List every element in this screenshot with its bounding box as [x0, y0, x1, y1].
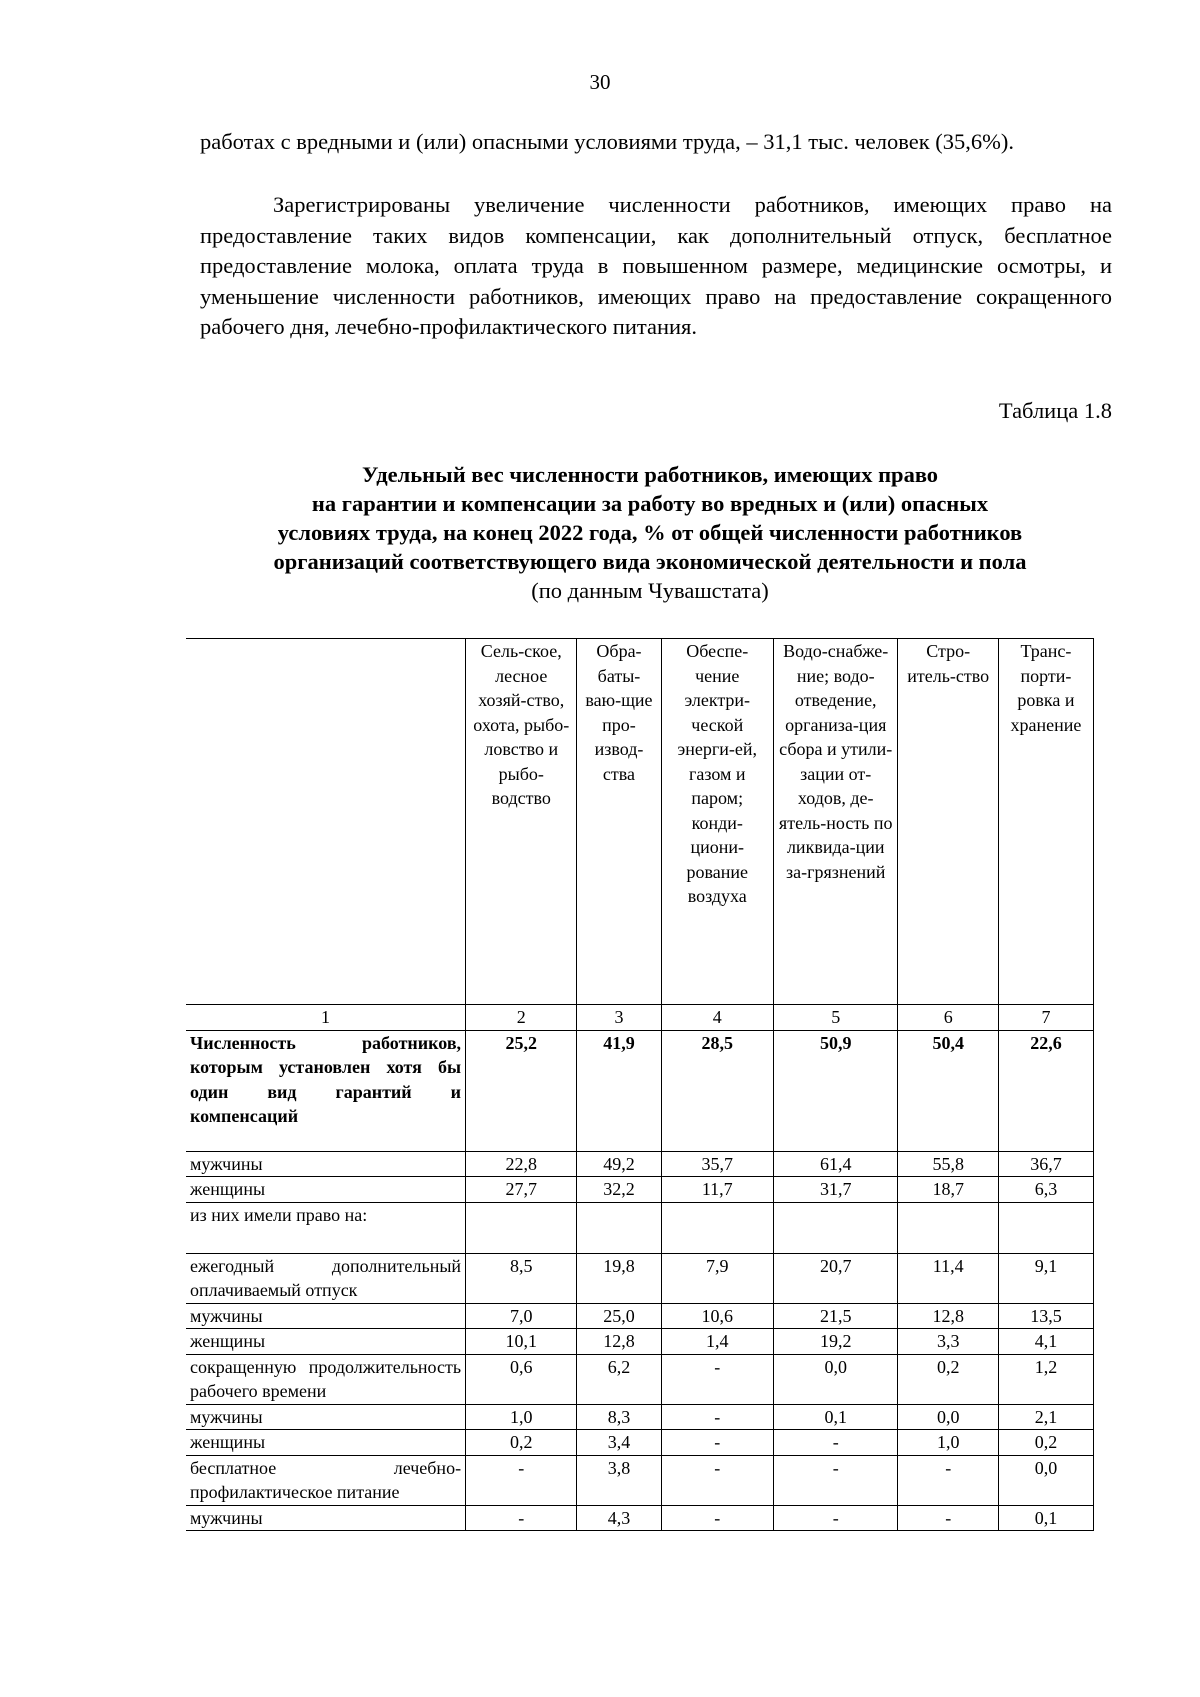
value-cell: 0,2 [898, 1354, 998, 1404]
value-cell: 11,4 [898, 1253, 998, 1303]
value-cell: 21,5 [773, 1303, 897, 1329]
value-cell: 22,8 [466, 1151, 577, 1177]
value-cell: 1,0 [898, 1430, 998, 1456]
value-cell: 27,7 [466, 1177, 577, 1203]
column-number: 3 [577, 1005, 661, 1031]
row-label: Численность работников, которым установлен хотя бы один вид гарантий и компенсаций [186, 1030, 466, 1151]
column-number: 4 [661, 1005, 773, 1031]
value-cell: 25,2 [466, 1030, 577, 1151]
value-cell: 19,2 [773, 1329, 897, 1355]
table-row [186, 1253, 1094, 1303]
value-cell: 0,0 [898, 1404, 998, 1430]
table-title [170, 460, 1130, 605]
value-cell: 20,7 [773, 1253, 897, 1303]
value-cell: 35,7 [661, 1151, 773, 1177]
value-cell: 0,1 [998, 1505, 1093, 1531]
paragraph-continuation: работах с вредными и (или) опасными условиями труда, – 31,1 тыс. человек (35,6%). [200, 129, 1015, 154]
value-cell: - [898, 1505, 998, 1531]
value-cell: 10,1 [466, 1329, 577, 1355]
value-cell: 0,1 [773, 1404, 897, 1430]
value-cell: 6,2 [577, 1354, 661, 1404]
value-cell: 7,0 [466, 1303, 577, 1329]
table-row [186, 1505, 1094, 1531]
table-row [186, 1151, 1094, 1177]
table-row [186, 1202, 1094, 1253]
paragraph-compensation: Зарегистрированы увеличение численности работников, имеющих право на предоставление таких видов компенсации, как дополнительный отпуск, бесплатное предоставление молока, оплата труда в повышенном размере, медицинские осмотры, и уменьшение численности работников, имеющих право на предоставление сокращенного рабочего дня, лечебно-профилактического питания. [200, 192, 1112, 340]
value-cell: - [466, 1455, 577, 1505]
value-cell: 0,0 [773, 1354, 897, 1404]
value-cell: 3,3 [898, 1329, 998, 1355]
header-row [186, 639, 1094, 1005]
value-cell: 8,3 [577, 1404, 661, 1430]
value-cell: 19,8 [577, 1253, 661, 1303]
value-cell [898, 1202, 998, 1253]
row-label: мужчины [186, 1505, 466, 1531]
value-cell [661, 1202, 773, 1253]
value-cell: 1,0 [466, 1404, 577, 1430]
value-cell: 0,2 [998, 1430, 1093, 1456]
value-cell: 32,2 [577, 1177, 661, 1203]
table-row [186, 1430, 1094, 1456]
value-cell: 36,7 [998, 1151, 1093, 1177]
value-cell: 50,9 [773, 1030, 897, 1151]
column-number: 1 [186, 1005, 466, 1031]
value-cell: 31,7 [773, 1177, 897, 1203]
row-label: сокращенную продолжительность рабочего времени [186, 1354, 466, 1404]
title-line: на гарантии и компенсации за работу во вредных и (или) опасных [311, 491, 989, 516]
row-label: мужчины [186, 1151, 466, 1177]
header-cell: Обра-баты-ваю-щие про-извод-ства [577, 639, 661, 1005]
row-label: женщины [186, 1177, 466, 1203]
table-row [186, 1329, 1094, 1355]
header-cell [186, 639, 466, 1005]
value-cell: 4,3 [577, 1505, 661, 1531]
row-label: мужчины [186, 1404, 466, 1430]
value-cell: - [898, 1455, 998, 1505]
title-line: Удельный вес численности работников, имеющих право [361, 462, 939, 487]
value-cell: 8,5 [466, 1253, 577, 1303]
column-number: 7 [998, 1005, 1093, 1031]
header-cell: Обеспе-чение электри-ческой энерги-ей, газом и паром; конди-циони-рование воздуха [661, 639, 773, 1005]
value-cell: 7,9 [661, 1253, 773, 1303]
value-cell: - [661, 1404, 773, 1430]
header-cell: Транс-порти-ровка и хранение [998, 639, 1093, 1005]
table-label: Таблица 1.8 [998, 398, 1112, 423]
value-cell: 3,8 [577, 1455, 661, 1505]
header-cell: Сель-ское, лесное хозяй-ство, охота, рыбо-ловство и рыбо-водство [466, 639, 577, 1005]
row-label: из них имели право на: [186, 1202, 466, 1253]
value-cell: 22,6 [998, 1030, 1093, 1151]
value-cell: 11,7 [661, 1177, 773, 1203]
value-cell: 0,6 [466, 1354, 577, 1404]
value-cell [998, 1202, 1093, 1253]
value-cell: 18,7 [898, 1177, 998, 1203]
value-cell: 61,4 [773, 1151, 897, 1177]
table-row [186, 1303, 1094, 1329]
value-cell [773, 1202, 897, 1253]
row-label: женщины [186, 1430, 466, 1456]
value-cell: 1,4 [661, 1329, 773, 1355]
value-cell: 0,0 [998, 1455, 1093, 1505]
value-cell: 55,8 [898, 1151, 998, 1177]
value-cell: 4,1 [998, 1329, 1093, 1355]
value-cell: 2,1 [998, 1404, 1093, 1430]
value-cell [466, 1202, 577, 1253]
header-cell: Стро-итель-ство [898, 639, 998, 1005]
value-cell: 25,0 [577, 1303, 661, 1329]
value-cell: - [661, 1505, 773, 1531]
data-table [186, 638, 1094, 1531]
value-cell: - [661, 1455, 773, 1505]
value-cell: - [466, 1505, 577, 1531]
value-cell [577, 1202, 661, 1253]
row-label: женщины [186, 1329, 466, 1355]
title-line: условиях труда, на конец 2022 года, % от общей численности работников [277, 520, 1023, 545]
row-label: ежегодный дополнительный оплачиваемый отпуск [186, 1253, 466, 1303]
value-cell: 6,3 [998, 1177, 1093, 1203]
value-cell: 13,5 [998, 1303, 1093, 1329]
value-cell: - [773, 1505, 897, 1531]
table-row [186, 1354, 1094, 1404]
value-cell: 3,4 [577, 1430, 661, 1456]
value-cell: - [773, 1455, 897, 1505]
value-cell: 41,9 [577, 1030, 661, 1151]
table-row [186, 1455, 1094, 1505]
header-cell: Водо-снабже-ние; водо-отведение, организа-ция сбора и утили-зации от-ходов, де-ятель-ность по ликвида-ции за-грязнений [773, 639, 897, 1005]
table-subtitle: (по данным Чувашстата) [531, 578, 769, 603]
table-row [186, 1030, 1094, 1151]
column-number: 6 [898, 1005, 998, 1031]
table-row [186, 1177, 1094, 1203]
row-label: бесплатное лечебно-профилактическое питание [186, 1455, 466, 1505]
column-number: 2 [466, 1005, 577, 1031]
value-cell: 12,8 [898, 1303, 998, 1329]
table-row [186, 1404, 1094, 1430]
value-cell: - [661, 1354, 773, 1404]
value-cell: 0,2 [466, 1430, 577, 1456]
column-number-row [186, 1005, 1094, 1031]
value-cell: 28,5 [661, 1030, 773, 1151]
value-cell: 10,6 [661, 1303, 773, 1329]
value-cell: 49,2 [577, 1151, 661, 1177]
value-cell: 12,8 [577, 1329, 661, 1355]
value-cell: 1,2 [998, 1354, 1093, 1404]
column-number: 5 [773, 1005, 897, 1031]
value-cell: 50,4 [898, 1030, 998, 1151]
value-cell: 9,1 [998, 1253, 1093, 1303]
value-cell: - [661, 1430, 773, 1456]
page-number: 30 [589, 70, 611, 94]
row-label: мужчины [186, 1303, 466, 1329]
value-cell: - [773, 1430, 897, 1456]
title-line: организаций соответствующего вида экономической деятельности и пола [273, 549, 1027, 574]
